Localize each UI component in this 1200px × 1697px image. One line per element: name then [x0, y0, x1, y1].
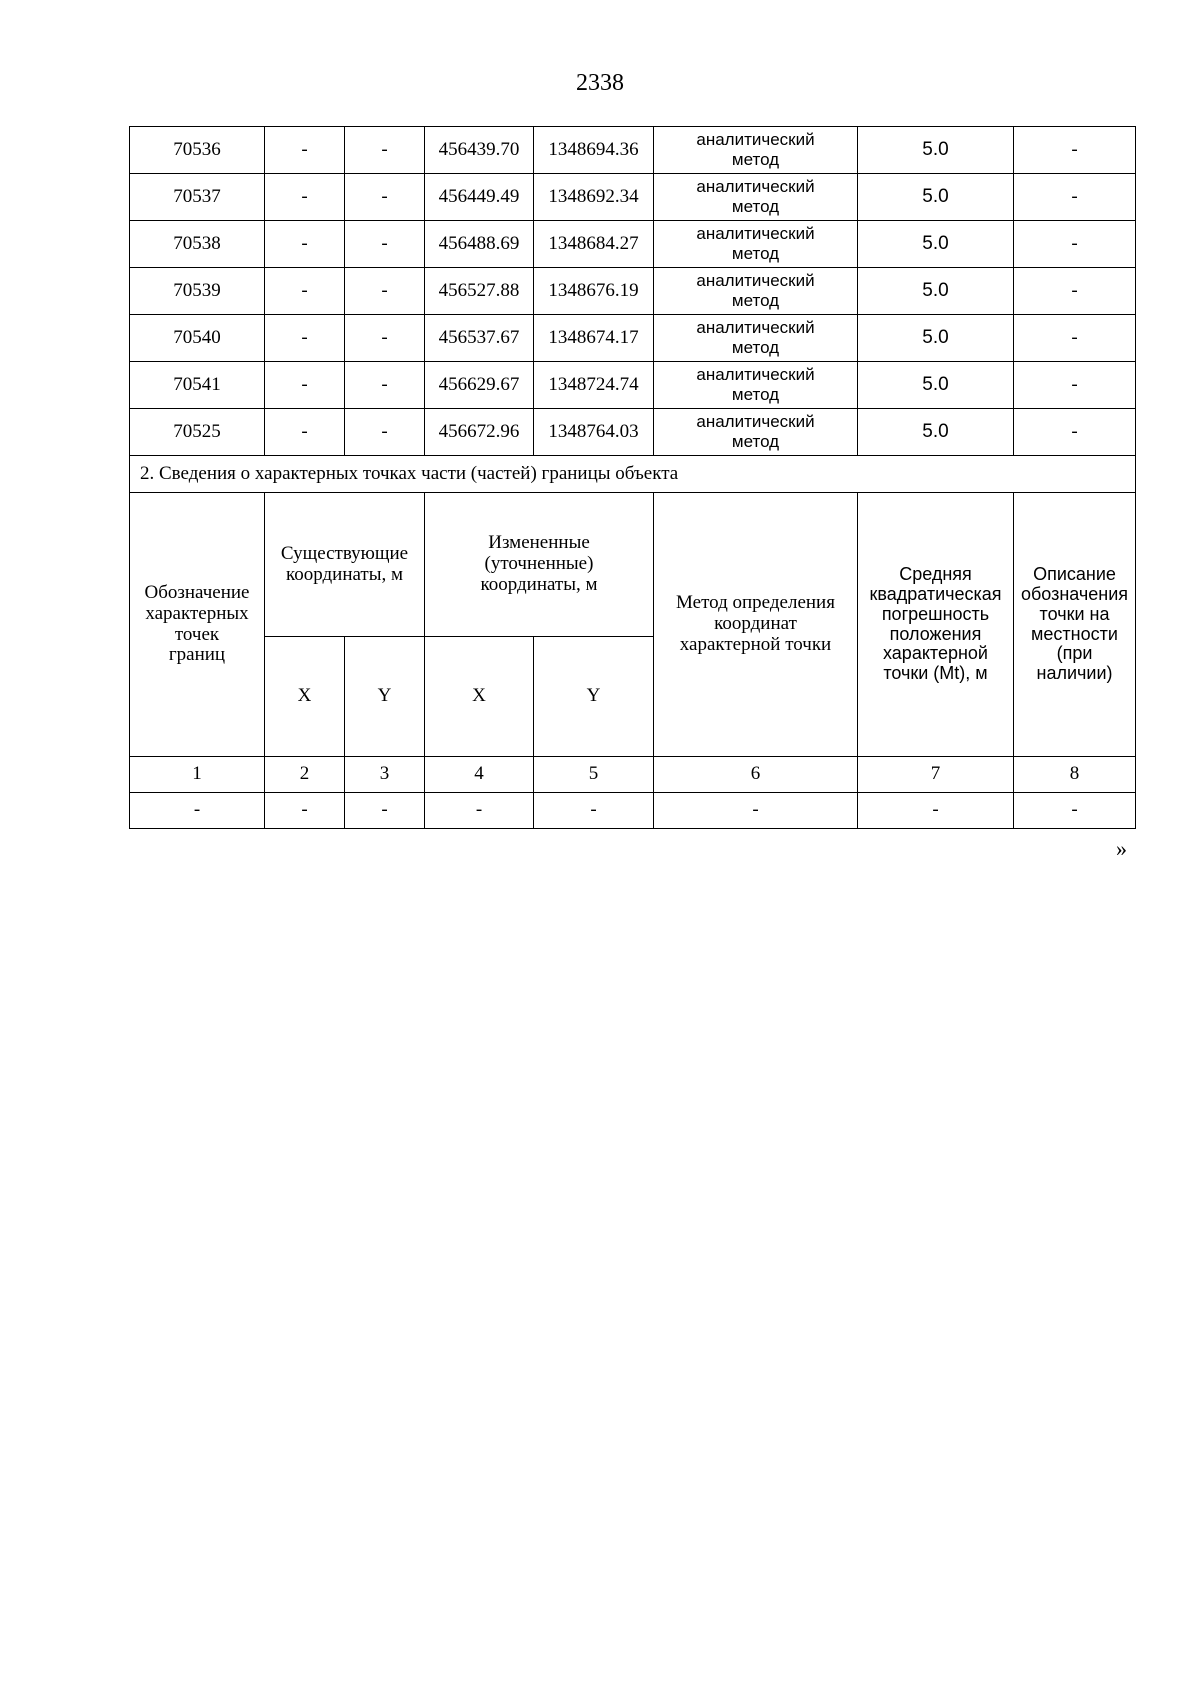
mt-cell: 5.0 — [858, 362, 1014, 409]
empty-cell: - — [858, 793, 1014, 829]
existing-y-cell: - — [345, 409, 425, 456]
column-number: 6 — [654, 757, 858, 793]
page-number: 2338 — [576, 70, 624, 96]
point-cell: 70538 — [130, 221, 265, 268]
header-method-line: Метод определения — [676, 592, 835, 614]
description-cell: - — [1014, 221, 1136, 268]
column-number: 4 — [425, 757, 534, 793]
header-changed-coords — [425, 493, 654, 637]
closing-quote: » — [1116, 836, 1127, 861]
header-designation — [130, 493, 265, 757]
header-mt-line: характерной — [883, 643, 988, 664]
method-cell — [654, 221, 858, 268]
header-description-line: наличии) — [1036, 663, 1113, 684]
method-cell — [654, 174, 858, 221]
changed-y-cell: 1348764.03 — [534, 409, 654, 456]
header-changed-line: Измененные — [488, 532, 590, 554]
method-cell — [654, 362, 858, 409]
header-existing-line: координаты, м — [285, 563, 404, 585]
header-mt-line: точки (Mt), м — [883, 663, 988, 684]
point-cell: 70541 — [130, 362, 265, 409]
header-existing-coords — [265, 493, 425, 637]
header-mt-line: Средняя — [899, 564, 972, 585]
method-cell — [654, 268, 858, 315]
existing-x-cell: - — [265, 362, 345, 409]
changed-x-cell: 456629.67 — [425, 362, 534, 409]
existing-y-cell: - — [345, 362, 425, 409]
header-mt — [858, 493, 1014, 757]
description-cell: - — [1014, 409, 1136, 456]
header-changed-x: X — [425, 637, 534, 757]
section2-title: 2. Сведения о характерных точках части (частей) границы объекта — [130, 456, 1136, 493]
existing-x-cell: - — [265, 221, 345, 268]
method-line: аналитический — [696, 318, 815, 338]
table-row — [130, 268, 1136, 315]
table-row — [130, 315, 1136, 362]
method-line: метод — [731, 150, 780, 169]
method-line: аналитический — [696, 365, 815, 385]
changed-x-cell: 456449.49 — [425, 174, 534, 221]
empty-cell: - — [654, 793, 858, 829]
point-cell: 70540 — [130, 315, 265, 362]
boundary-points-table — [129, 126, 1136, 829]
table-row — [130, 362, 1136, 409]
header-mt-line: погрешность — [881, 603, 990, 624]
table-row — [130, 221, 1136, 268]
method-line: метод — [731, 291, 780, 310]
changed-x-cell: 456488.69 — [425, 221, 534, 268]
table-row — [130, 127, 1136, 174]
header-changed-line: (уточненные) — [484, 553, 594, 575]
mt-cell: 5.0 — [858, 174, 1014, 221]
header-description-line: (при — [1056, 643, 1093, 664]
existing-y-cell: - — [345, 268, 425, 315]
existing-x-cell: - — [265, 268, 345, 315]
column-number: 8 — [1014, 757, 1136, 793]
column-number: 2 — [265, 757, 345, 793]
empty-cell: - — [534, 793, 654, 829]
table-row — [130, 409, 1136, 456]
description-cell: - — [1014, 268, 1136, 315]
section2-empty-row — [130, 793, 1136, 829]
description-cell: - — [1014, 362, 1136, 409]
column-number-row — [130, 757, 1136, 793]
method-line: метод — [731, 244, 780, 263]
header-method-line: характерной точки — [679, 633, 832, 655]
method-line: аналитический — [696, 224, 815, 244]
section2-header-row-1 — [130, 493, 1136, 637]
header-existing-y: Y — [345, 637, 425, 757]
point-cell: 70539 — [130, 268, 265, 315]
existing-x-cell: - — [265, 174, 345, 221]
description-cell: - — [1014, 127, 1136, 174]
header-designation-line: точек — [174, 623, 220, 645]
changed-y-cell: 1348684.27 — [534, 221, 654, 268]
empty-cell: - — [345, 793, 425, 829]
point-cell: 70537 — [130, 174, 265, 221]
method-line: аналитический — [696, 177, 815, 197]
header-designation-line: характерных — [145, 602, 249, 624]
header-method-line: координат — [714, 613, 797, 635]
column-number: 1 — [130, 757, 265, 793]
header-mt-line: положения — [889, 623, 982, 644]
existing-y-cell: - — [345, 315, 425, 362]
empty-cell: - — [130, 793, 265, 829]
section2-title-row — [130, 456, 1136, 493]
header-designation-line: Обозначение — [144, 581, 250, 603]
empty-cell: - — [265, 793, 345, 829]
changed-x-cell: 456672.96 — [425, 409, 534, 456]
method-line: метод — [731, 338, 780, 357]
method-cell — [654, 409, 858, 456]
method-line: аналитический — [696, 130, 815, 150]
header-description — [1014, 493, 1136, 757]
column-number: 7 — [858, 757, 1014, 793]
point-cell: 70525 — [130, 409, 265, 456]
header-changed-line: координаты, м — [480, 573, 598, 595]
method-line: аналитический — [696, 271, 815, 291]
header-description-line: обозначения — [1020, 583, 1129, 604]
header-mt-line: квадратическая — [869, 583, 1002, 604]
method-line: метод — [731, 432, 780, 451]
header-method — [654, 493, 858, 757]
points-table-body — [130, 127, 1136, 456]
method-line: метод — [731, 385, 780, 404]
section2-body — [130, 456, 1136, 829]
mt-cell: 5.0 — [858, 221, 1014, 268]
existing-y-cell: - — [345, 221, 425, 268]
header-description-line: местности — [1031, 623, 1118, 644]
mt-cell: 5.0 — [858, 268, 1014, 315]
description-cell: - — [1014, 315, 1136, 362]
changed-y-cell: 1348674.17 — [534, 315, 654, 362]
empty-cell: - — [425, 793, 534, 829]
changed-x-cell: 456527.88 — [425, 268, 534, 315]
header-description-line: точки на — [1039, 603, 1110, 624]
empty-cell: - — [1014, 793, 1136, 829]
method-line: аналитический — [696, 412, 815, 432]
changed-y-cell: 1348724.74 — [534, 362, 654, 409]
description-cell: - — [1014, 174, 1136, 221]
column-number: 5 — [534, 757, 654, 793]
existing-y-cell: - — [345, 174, 425, 221]
mt-cell: 5.0 — [858, 409, 1014, 456]
mt-cell: 5.0 — [858, 127, 1014, 174]
header-existing-line: Существующие — [280, 542, 409, 564]
existing-y-cell: - — [345, 127, 425, 174]
table-row — [130, 174, 1136, 221]
point-cell: 70536 — [130, 127, 265, 174]
existing-x-cell: - — [265, 315, 345, 362]
header-existing-x: X — [265, 637, 345, 757]
mt-cell: 5.0 — [858, 315, 1014, 362]
changed-x-cell: 456439.70 — [425, 127, 534, 174]
column-number: 3 — [345, 757, 425, 793]
header-description-line: Описание — [1033, 564, 1116, 585]
header-changed-y: Y — [534, 637, 654, 757]
existing-x-cell: - — [265, 127, 345, 174]
changed-x-cell: 456537.67 — [425, 315, 534, 362]
changed-y-cell: 1348692.34 — [534, 174, 654, 221]
changed-y-cell: 1348676.19 — [534, 268, 654, 315]
method-cell — [654, 315, 858, 362]
changed-y-cell: 1348694.36 — [534, 127, 654, 174]
existing-x-cell: - — [265, 409, 345, 456]
method-cell — [654, 127, 858, 174]
method-line: метод — [731, 197, 780, 216]
header-designation-line: границ — [168, 644, 226, 666]
